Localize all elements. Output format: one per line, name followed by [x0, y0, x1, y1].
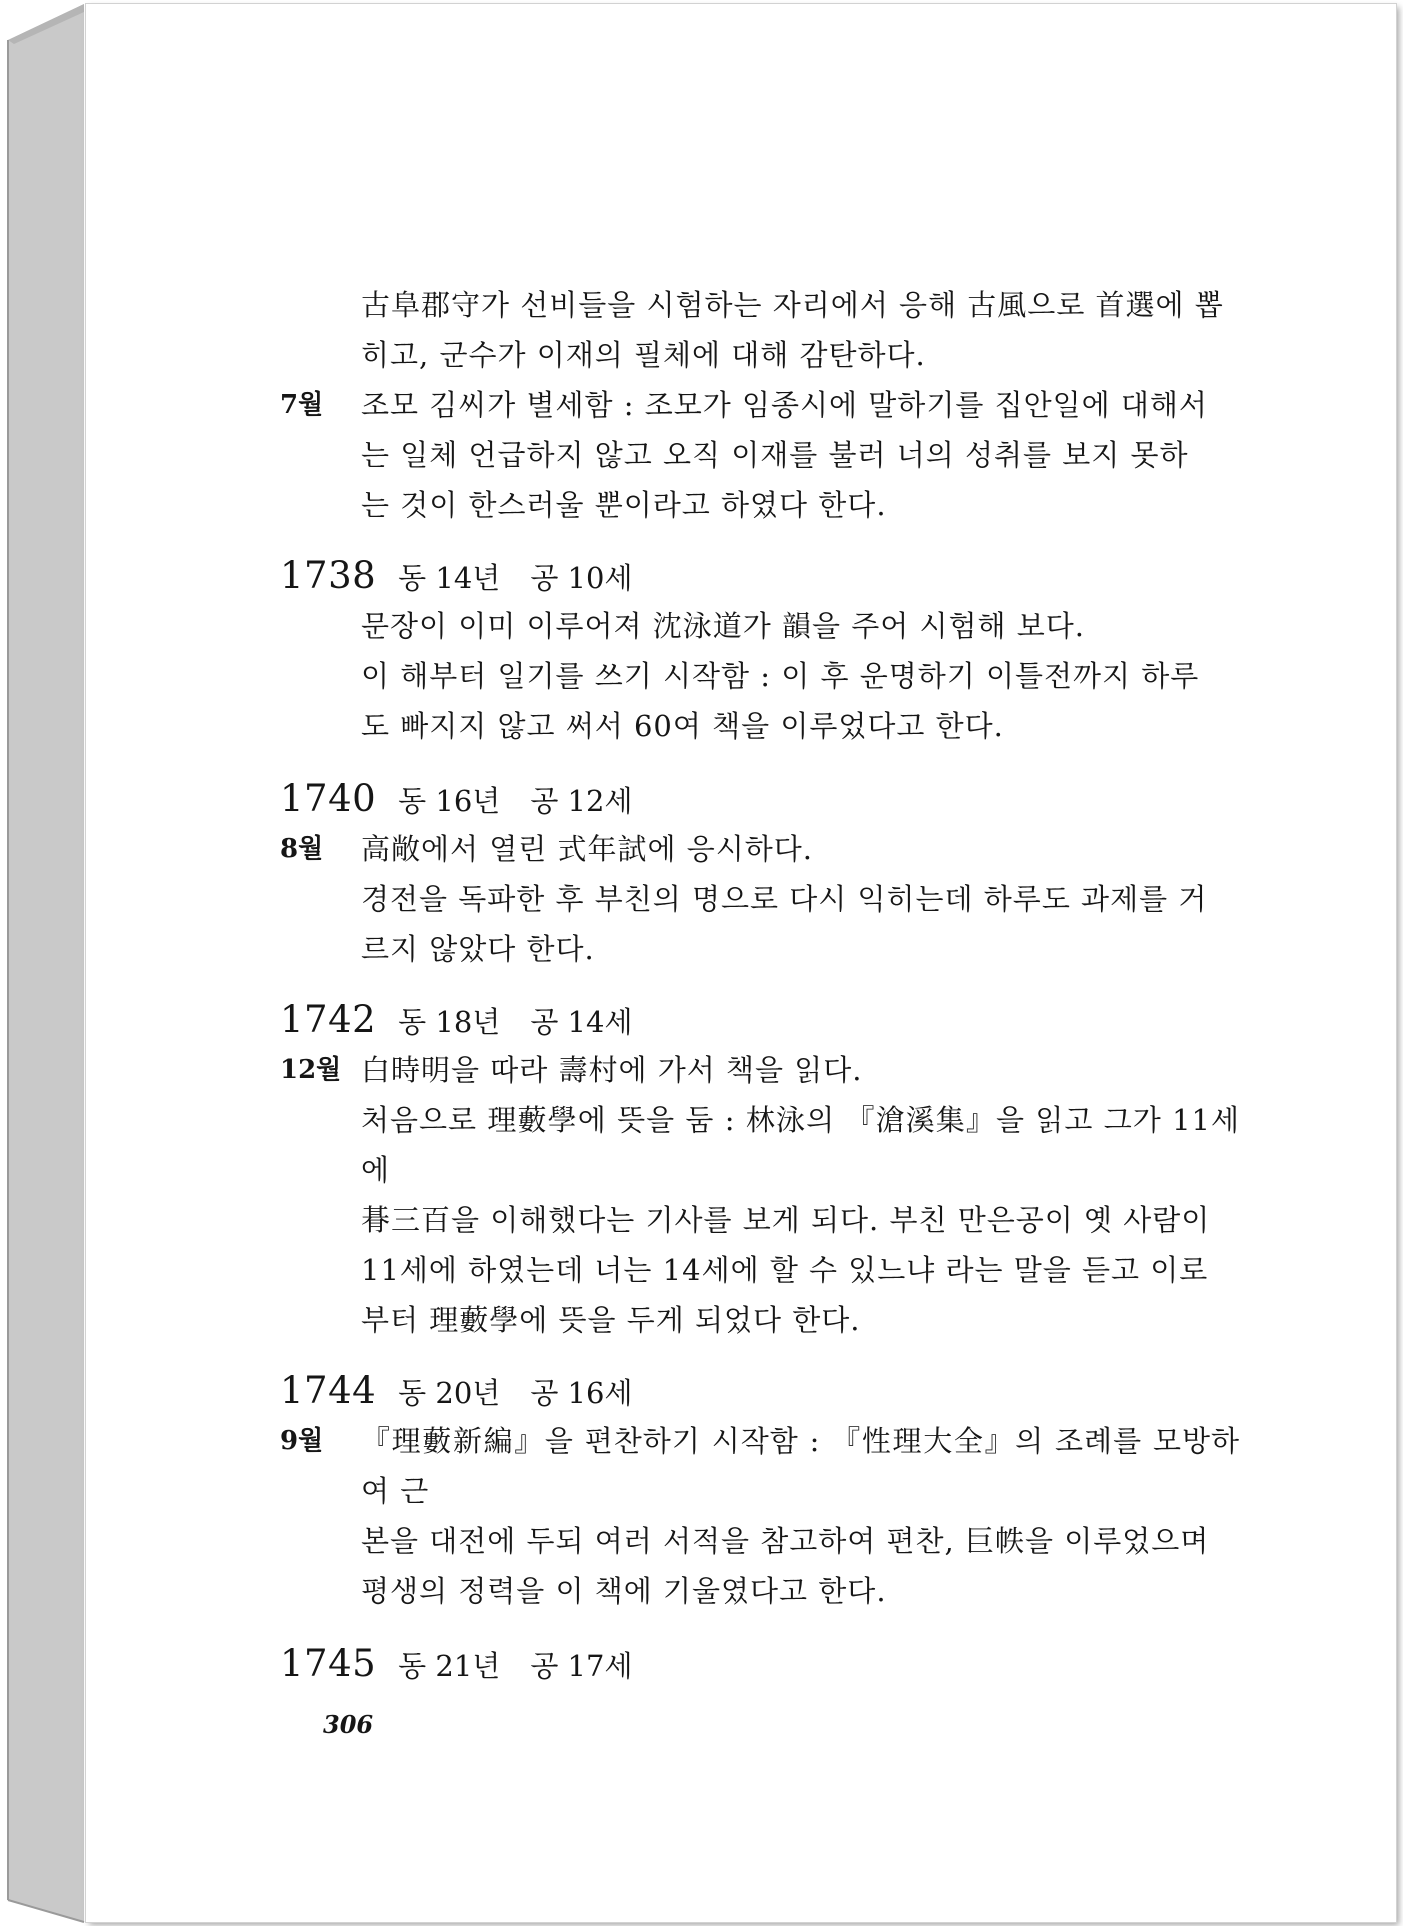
entry-month: 7월	[280, 390, 324, 420]
year-number: 1744	[280, 1369, 377, 1412]
year-heading	[280, 554, 1240, 597]
entry-text: 문장이 이미 이루어져 沈泳道가 韻을 주어 시험해 보다. 이 해부터 일기를 쓰기 시작함 : 이 후 운명하기 이틀전까지 하루 도 빠지지 않고 써서 60여 책을 이루었다고 한다.	[361, 609, 1200, 743]
page-number: 306	[323, 1710, 374, 1739]
entry-row	[280, 601, 1240, 751]
entry-text: 白時明을 따라 壽村에 가서 책을 읽다. 처음으로 理藪學에 뜻을 둠 : 林泳의 『滄溪集』을 읽고 그가 11세에 朞三百을 이해했다는 기사를 보게 되다. 부친 만은공이 옛 사람이 11세에 하였는데 너는 14세에 할 수 있느냐 라는 말을 듣고 이로 부터 理藪學에 뜻을 두게 되었다 한다.	[361, 1053, 1240, 1337]
year-number: 1740	[280, 777, 377, 820]
entry-text: 『理藪新編』을 편찬하기 시작함 : 『性理大全』의 조례를 모방하여 근 본을 대전에 두되 여러 서적을 참고하여 편찬, 巨帙을 이루었으며 평생의 정력을 이 책에 기울였다고 한다.	[361, 1424, 1240, 1608]
year-heading	[280, 777, 1240, 820]
year-heading	[280, 998, 1240, 1041]
age-label: 공 17세	[530, 1649, 633, 1683]
age-label: 공 14세	[530, 1005, 633, 1039]
entry-text: 조모 김씨가 별세함 : 조모가 임종시에 말하기를 집안일에 대해서 는 일체 언급하지 않고 오직 이재를 불러 너의 성취를 보지 못하 는 것이 한스러울 뿐이라고 하였다 한다.	[361, 388, 1208, 522]
age-label: 공 16세	[530, 1376, 633, 1410]
reign-year: 동 18년	[398, 1005, 501, 1039]
entry-month: 12월	[280, 1055, 342, 1085]
year-number: 1745	[280, 1642, 377, 1685]
year-number: 1738	[280, 554, 377, 597]
entry-month: 9월	[280, 1426, 324, 1456]
reign-year: 동 14년	[398, 561, 501, 595]
entry-row	[280, 1416, 1240, 1616]
reign-year: 동 16년	[398, 784, 501, 818]
intro-paragraph	[280, 280, 1240, 380]
entry-text: 高敞에서 열린 式年試에 응시하다. 경전을 독파한 후 부친의 명으로 다시 익히는데 하루도 과제를 거 르지 않았다 한다.	[361, 832, 1208, 966]
entry-row	[280, 380, 1240, 530]
page-content	[280, 280, 1240, 1689]
age-label: 공 12세	[530, 784, 633, 818]
age-label: 공 10세	[530, 561, 633, 595]
year-heading	[280, 1369, 1240, 1412]
entry-row	[280, 824, 1240, 974]
intro-text: 古阜郡守가 선비들을 시험하는 자리에서 응해 古風으로 首選에 뽑 히고, 군수가 이재의 필체에 대해 감탄하다.	[361, 288, 1224, 372]
entry-row	[280, 1045, 1240, 1345]
year-heading	[280, 1642, 1240, 1685]
reign-year: 동 21년	[398, 1649, 501, 1683]
reign-year: 동 20년	[398, 1376, 501, 1410]
year-number: 1742	[280, 998, 377, 1041]
entry-month: 8월	[280, 834, 324, 864]
